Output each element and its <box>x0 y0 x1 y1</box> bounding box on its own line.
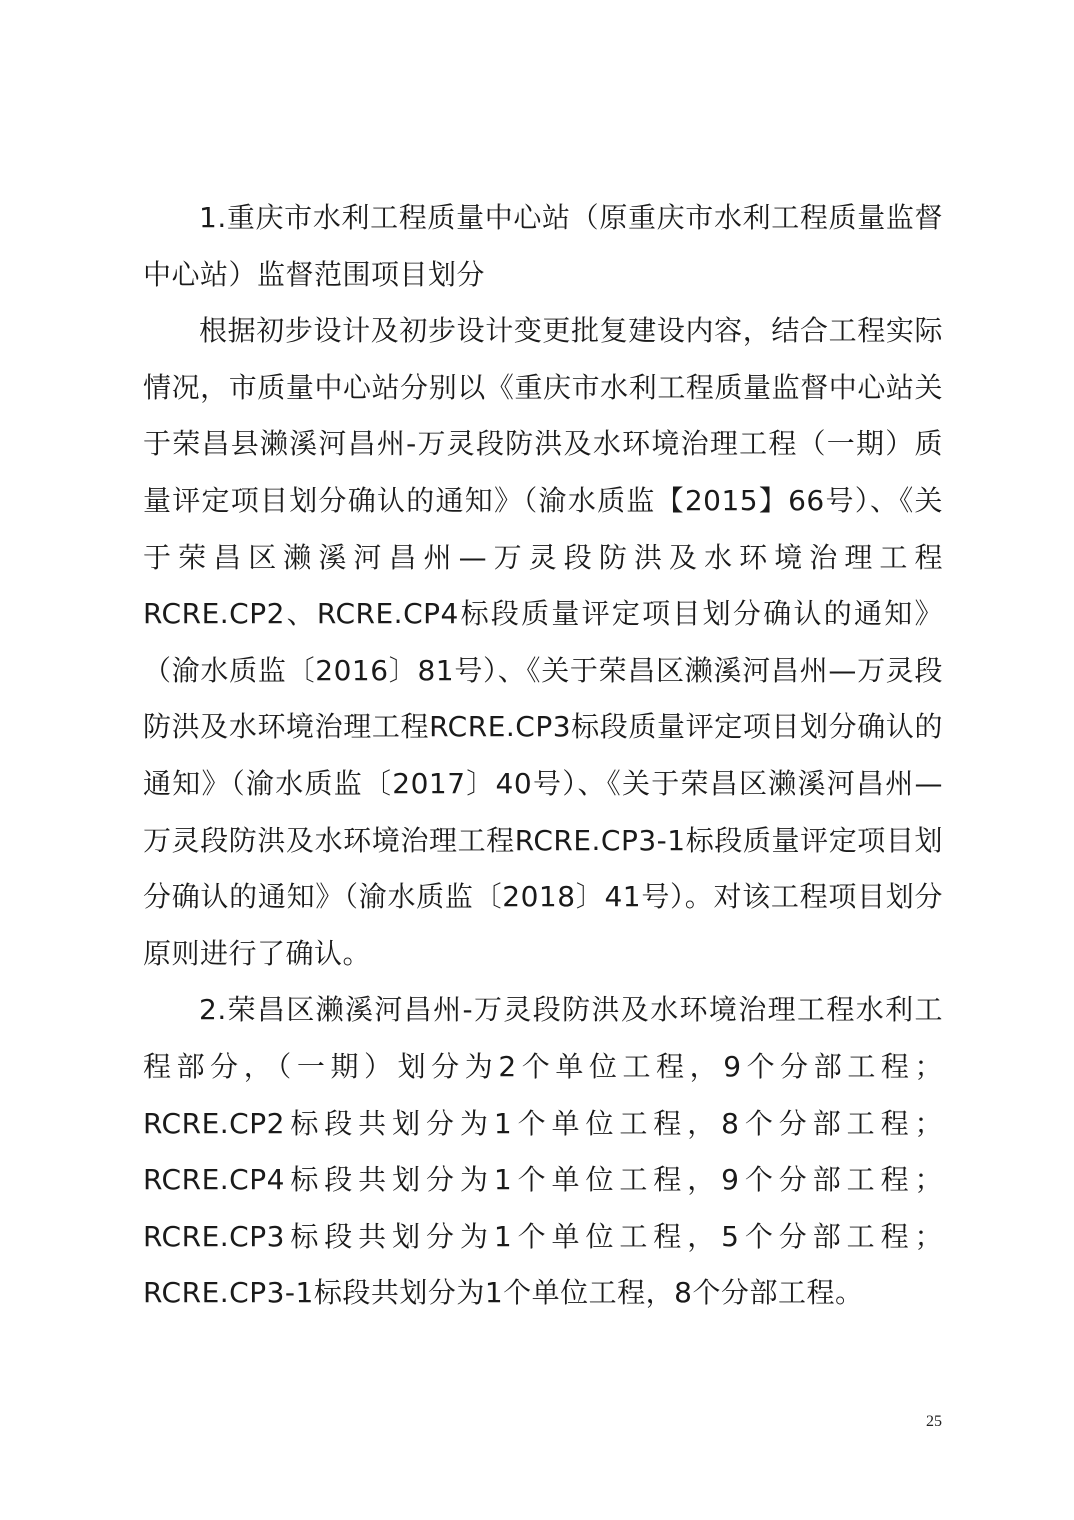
section-heading-paragraph: 1.重庆市水利工程质量中心站（原重庆市水利工程质量监督中心站）监督范围项目划分 <box>143 201 943 291</box>
page-number: 25 <box>926 1413 942 1430</box>
body-paragraph: 2.荣昌区濑溪河昌州-万灵段防洪及水环境治理工程水利工程部分，（一期）划分为2个单位工程，9个分部工程；RCRE.CP2标段共划分为1个单位工程，8个分部工程；RCRE.CP4标段共划分为1个单位工程，9个分部工程；RCRE.CP3标段共划分为1个单位工程，5个分部工程；RCRE.CP3-1标段共划分为1个单位工程，8个分部工程。 <box>143 993 943 1310</box>
body-paragraph: 根据初步设计及初步设计变更批复建设内容，结合工程实际情况，市质量中心站分别以《重庆市水利工程质量监督中心站关于荣昌县濑溪河昌州-万灵段防洪及水环境治理工程（一期）质量评定项目划分确认的通知》（渝水质监【2015】66号）、《关于荣昌区濑溪河昌州—万灵段防洪及水环境治理工程RCRE.CP2、RCRE.CP4标段质量评定项目划分确认的通知》（渝水质监〔2016〕81号）、《关于荣昌区濑溪河昌州—万灵段防洪及水环境治理工程RCRE.CP3标段质量评定项目划分确认的通知》（渝水质监〔2017〕40号）、《关于荣昌区濑溪河昌州—万灵段防洪及水环境治理工程RCRE.CP3-1标段质量评定项目划分确认的通知》（渝水质监〔2018〕41号）。对该工程项目划分原则进行了确认。 <box>143 314 943 970</box>
body-text <box>143 190 943 1322</box>
